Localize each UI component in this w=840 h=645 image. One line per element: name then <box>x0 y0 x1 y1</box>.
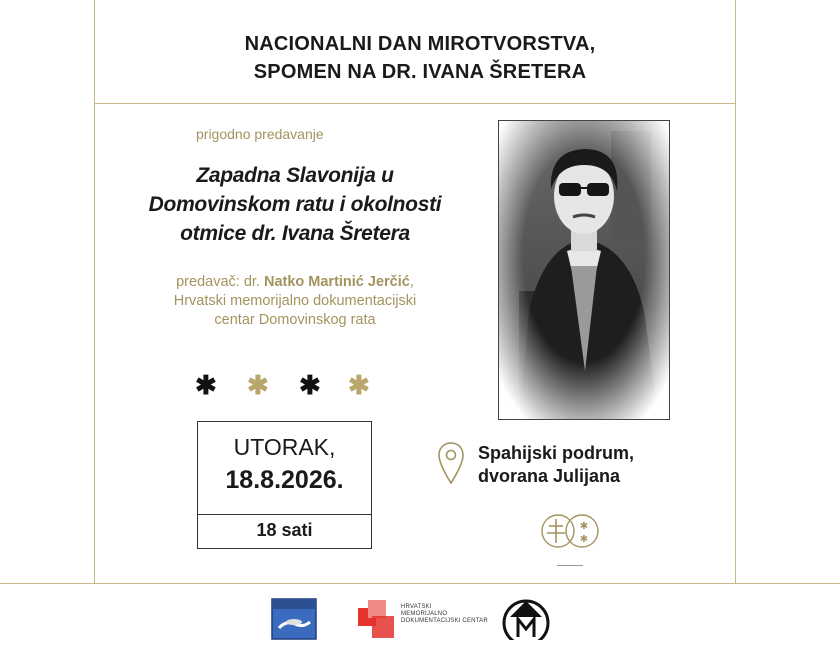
lecturer-suffix: , <box>409 274 414 290</box>
hmdcdr-logo-icon <box>358 600 398 645</box>
lecturer-name: Natko Martinić Jerčić <box>263 274 410 290</box>
lecture-title-line: Zapadna Slavonija u <box>196 164 394 187</box>
date-box-divider <box>198 514 371 515</box>
double-cross-emblem-icon <box>538 512 604 557</box>
lecturer-prefix: predavač: dr. <box>176 274 264 290</box>
star-icon: ✱ <box>299 370 321 400</box>
lecture-title-line: otmice dr. Ivana Šretera <box>180 222 410 245</box>
event-day: UTORAK, <box>233 434 336 460</box>
star-icon: ✱ <box>195 370 217 400</box>
title-line-2: SPOMEN NA DR. IVANA ŠRETERA <box>253 61 587 83</box>
left-border-line <box>94 0 95 584</box>
lecturer-info <box>120 273 470 330</box>
lecture-title-line: Domovinskom ratu i okolnosti <box>148 193 442 216</box>
event-time: 18 sati <box>256 520 313 540</box>
lecture-title <box>100 161 490 248</box>
portrait-illustration <box>499 121 669 419</box>
small-divider <box>557 565 583 566</box>
location-line-2: dvorana Julijana <box>478 466 621 486</box>
header-divider <box>94 103 736 104</box>
title-line-1: NACIONALNI DAN MIROTVORSTVA, <box>244 33 596 55</box>
lecturer-org-line-1: Hrvatski memorijalno dokumentacijski <box>173 293 417 309</box>
event-location <box>478 442 634 488</box>
svg-text:✱: ✱ <box>579 534 589 545</box>
page-title <box>0 30 840 86</box>
portrait-photo <box>498 120 670 420</box>
map-pin-icon <box>437 441 465 490</box>
event-date: 18.8.2026. <box>225 466 344 494</box>
footer-divider <box>0 583 840 584</box>
star-icon: ✱ <box>348 370 370 400</box>
date-box <box>197 421 372 549</box>
svg-text:✱: ✱ <box>579 521 589 532</box>
city-coat-of-arms-logo <box>271 598 317 645</box>
lecturer-org-line-2: centar Domovinskog rata <box>214 312 376 328</box>
hmdcdr-logo-text: HRVATSKI MEMORIJALNO DOKUMENTACIJSKI CENTAR <box>401 604 488 624</box>
event-kind-label: prigodno predavanje <box>196 126 324 142</box>
right-border-line <box>735 0 736 584</box>
star-icon: ✱ <box>247 370 269 400</box>
museum-emblem-logo <box>500 597 552 645</box>
location-line-1: Spahijski podrum, <box>478 443 635 463</box>
